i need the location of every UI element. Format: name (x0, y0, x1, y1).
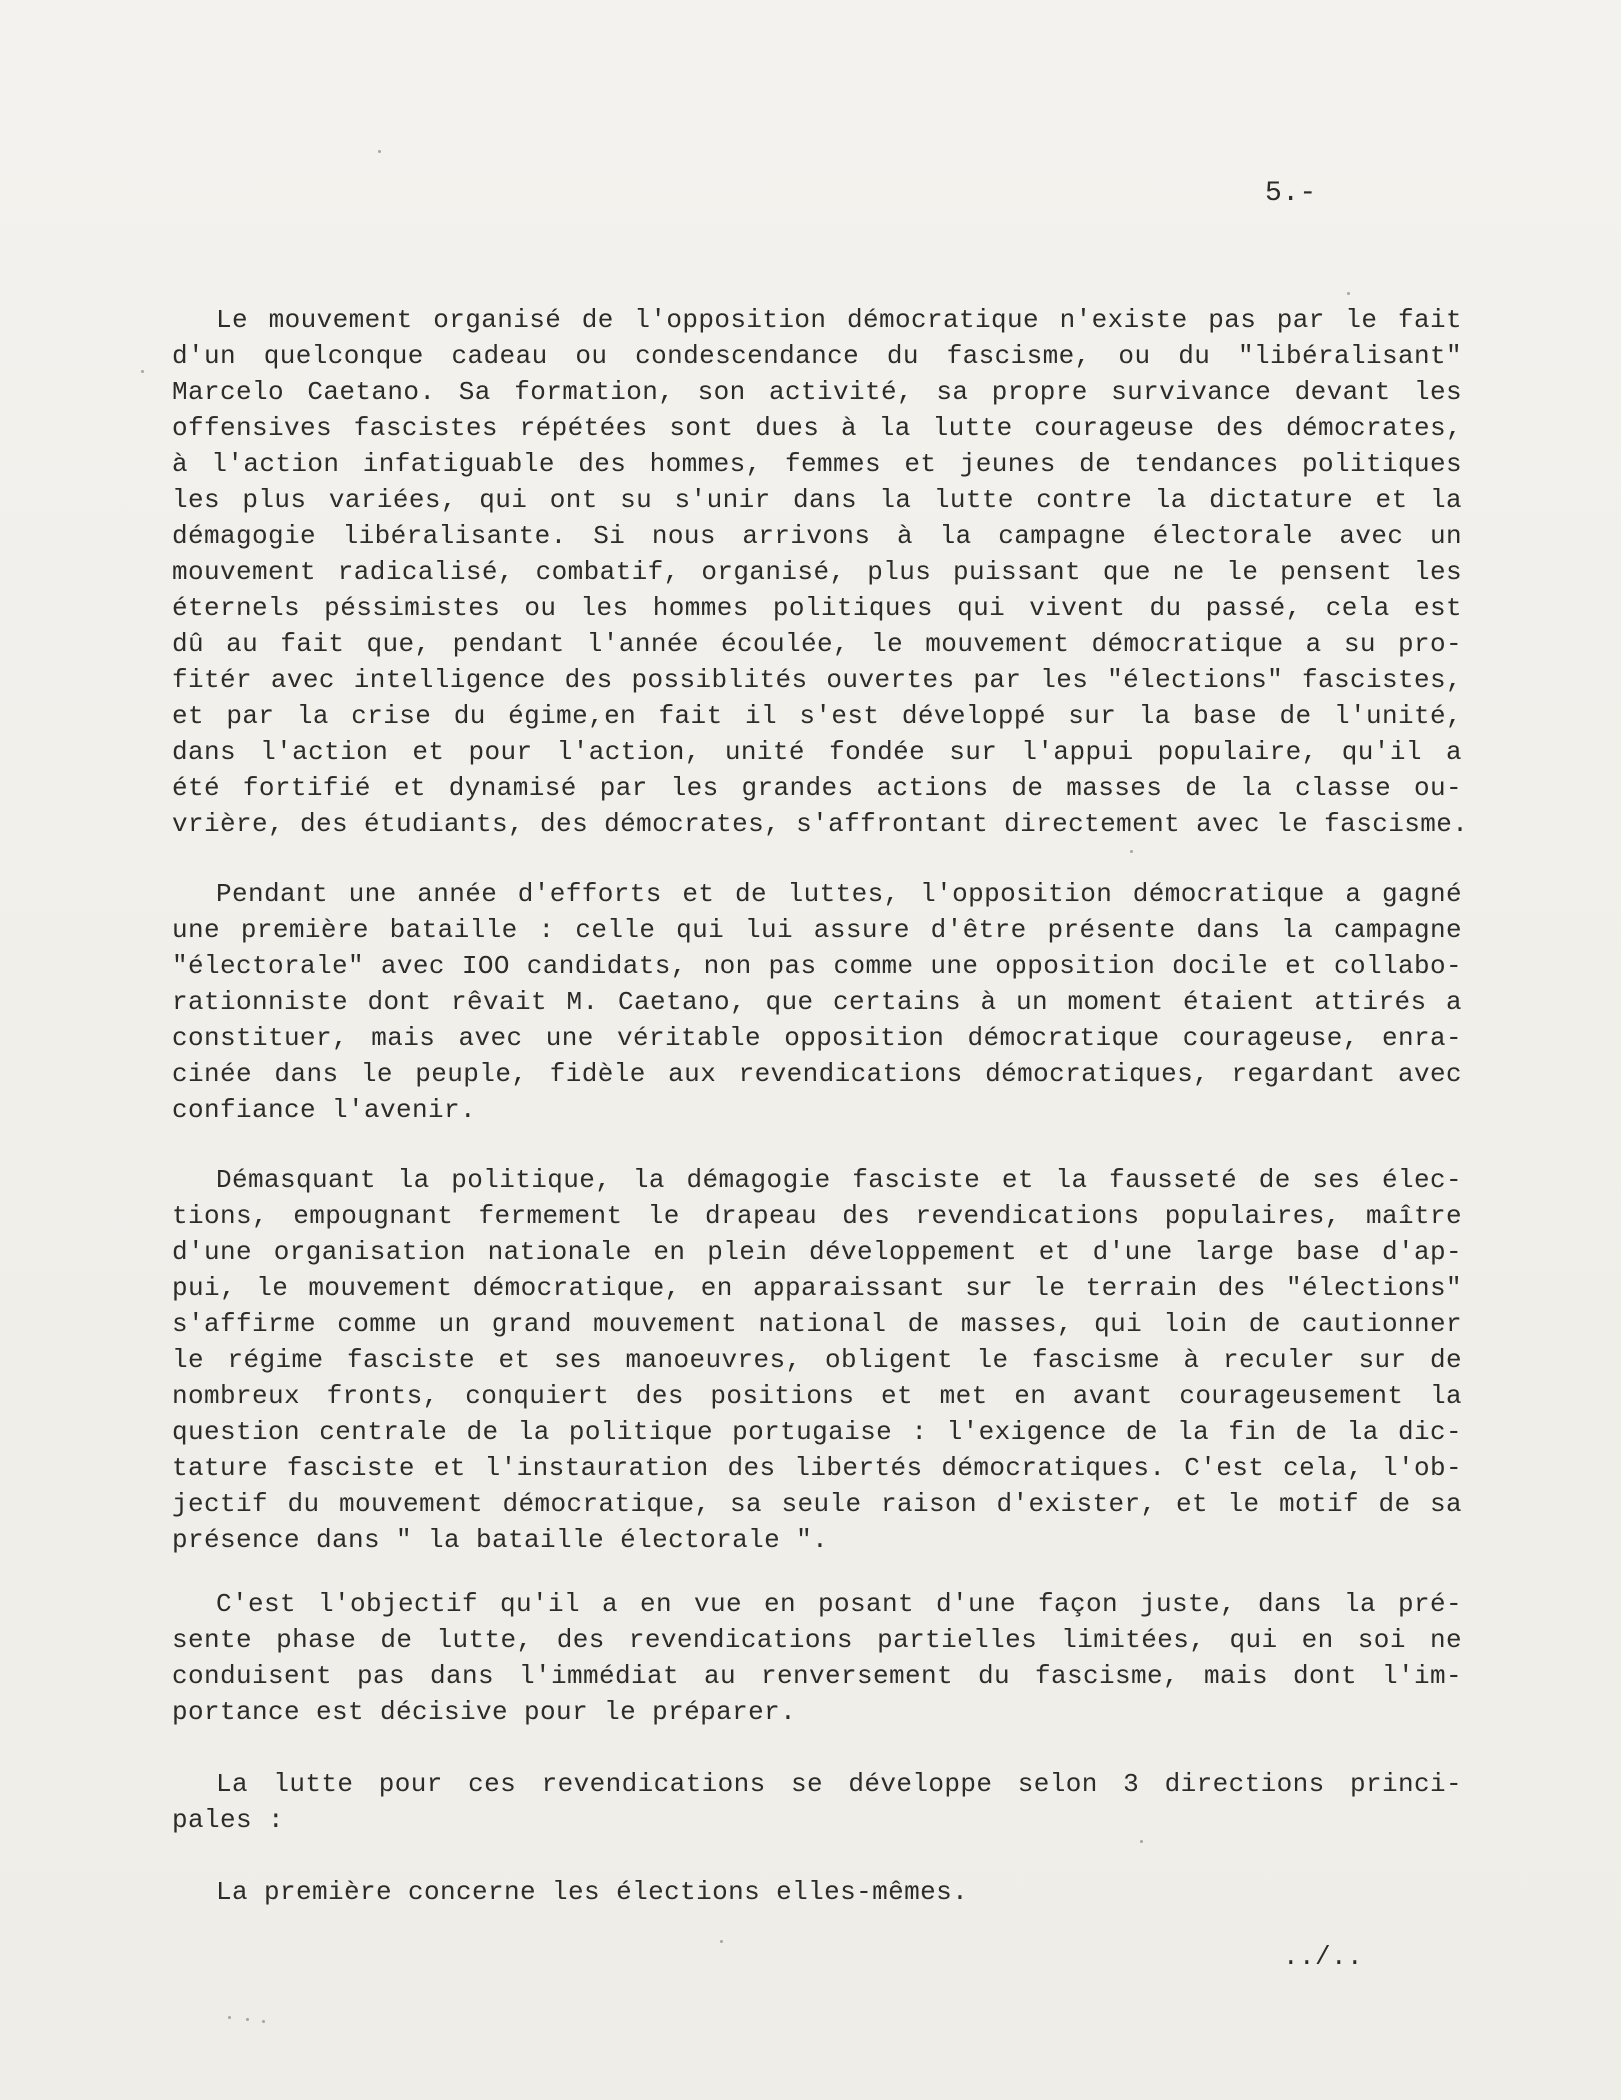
text-line: offensives fascistes répétées sont dues à la lutte courageuse des démocrates, (172, 413, 1462, 443)
text-line: cinée dans le peuple, fidèle aux revendications démocratiques, regardant avec (172, 1059, 1462, 1089)
text-line: "électorale" avec IOO candidats, non pas comme une opposition docile et collabo- (172, 951, 1462, 981)
text-line: rationniste dont rêvait M. Caetano, que certains à un moment étaient attirés a (172, 987, 1462, 1017)
text-line: s'affirme comme un grand mouvement national de masses, qui loin de cautionner (172, 1309, 1462, 1339)
text-line: La lutte pour ces revendications se développe selon 3 directions princi- (216, 1769, 1462, 1799)
ink-speck (141, 370, 144, 373)
paragraph-3 (172, 1162, 1462, 1558)
ink-speck (1347, 292, 1350, 295)
text-line: le régime fasciste et ses manoeuvres, obligent le fascisme à reculer sur de (172, 1345, 1462, 1375)
text-line: jectif du mouvement démocratique, sa seule raison d'exister, et le motif de sa (172, 1489, 1462, 1519)
paragraph-5 (172, 1766, 1462, 1838)
text-line: Pendant une année d'efforts et de luttes, l'opposition démocratique a gagné (216, 879, 1462, 909)
text-line: fitér avec intelligence des possiblités ouvertes par les "élections" fascistes, (172, 665, 1462, 695)
text-line: d'une organisation nationale en plein développement et d'une large base d'ap- (172, 1237, 1462, 1267)
text-line: conduisent pas dans l'immédiat au renversement du fascisme, mais dont l'im- (172, 1661, 1462, 1691)
paragraph-4 (172, 1586, 1462, 1730)
text-line: une première bataille : celle qui lui assure d'être présente dans la campagne (172, 915, 1462, 945)
text-line: sente phase de lutte, des revendications partielles limitées, qui en soi ne (172, 1625, 1462, 1655)
paragraph-1 (172, 302, 1469, 842)
text-line: d'un quelconque cadeau ou condescendance du fascisme, ou du "libéralisant" (172, 341, 1462, 371)
text-line: dû au fait que, pendant l'année écoulée, le mouvement démocratique a su pro- (172, 629, 1462, 659)
text-line: mouvement radicalisé, combatif, organisé, plus puissant que ne le pensent les (172, 557, 1462, 587)
text-line: tions, empougnant fermement le drapeau des revendications populaires, maître (172, 1201, 1462, 1231)
text-line: tature fasciste et l'instauration des libertés démocratiques. C'est cela, l'ob- (172, 1453, 1462, 1483)
text-line: La première concerne les élections elles-mêmes. (216, 1877, 969, 1907)
text-line: Marcelo Caetano. Sa formation, son activité, sa propre survivance devant les (172, 377, 1462, 407)
page-number: 5.- (1265, 178, 1317, 209)
text-line: nombreux fronts, conquiert des positions et met en avant courageusement la (172, 1381, 1462, 1411)
text-line: pales : (172, 1805, 285, 1835)
text-line: Démasquant la politique, la démagogie fasciste et la fausseté de ses élec- (216, 1165, 1462, 1195)
text-line: éternels péssimistes ou les hommes politiques qui vivent du passé, cela est (172, 593, 1462, 623)
ink-speck (228, 2016, 231, 2019)
text-line: C'est l'objectif qu'il a en vue en posant d'une façon juste, dans la pré- (216, 1589, 1462, 1619)
text-line: présence dans " la bataille électorale ". (172, 1525, 829, 1555)
text-line: confiance l'avenir. (172, 1095, 477, 1125)
text-line: et par la crise du égime,en fait il s'est développé sur la base de l'unité, (172, 701, 1462, 731)
text-line: portance est décisive pour le préparer. (172, 1697, 797, 1727)
text-line: dans l'action et pour l'action, unité fondée sur l'appui populaire, qu'il a (172, 737, 1462, 767)
ink-speck (1140, 1840, 1143, 1843)
ink-speck (378, 150, 381, 153)
paragraph-2 (172, 876, 1462, 1128)
text-line: constituer, mais avec une véritable opposition démocratique courageuse, enra- (172, 1023, 1462, 1053)
paragraph-6 (172, 1874, 1462, 1910)
text-line: Le mouvement organisé de l'opposition démocratique n'existe pas par le fait (216, 305, 1462, 335)
continuation-mark: ../.. (1283, 1942, 1364, 1972)
text-line: les plus variées, qui ont su s'unir dans la lutte contre la dictature et la (172, 485, 1462, 515)
text-line: démagogie libéralisante. Si nous arrivons à la campagne électorale avec un (172, 521, 1462, 551)
text-line: été fortifié et dynamisé par les grandes actions de masses de la classe ou- (172, 773, 1462, 803)
text-line: à l'action infatiguable des hommes, femmes et jeunes de tendances politiques (172, 449, 1462, 479)
ink-speck (262, 2020, 265, 2023)
ink-speck (1130, 850, 1133, 853)
text-line: pui, le mouvement démocratique, en apparaissant sur le terrain des "élections" (172, 1273, 1462, 1303)
ink-speck (246, 2018, 249, 2021)
ink-speck (720, 1940, 723, 1943)
show-through-texture (240, 238, 1051, 268)
text-line: vrière, des étudiants, des démocrates, s'affrontant directement avec le fascisme. (172, 809, 1469, 839)
text-line: question centrale de la politique portugaise : l'exigence de la fin de la dic- (172, 1417, 1462, 1447)
